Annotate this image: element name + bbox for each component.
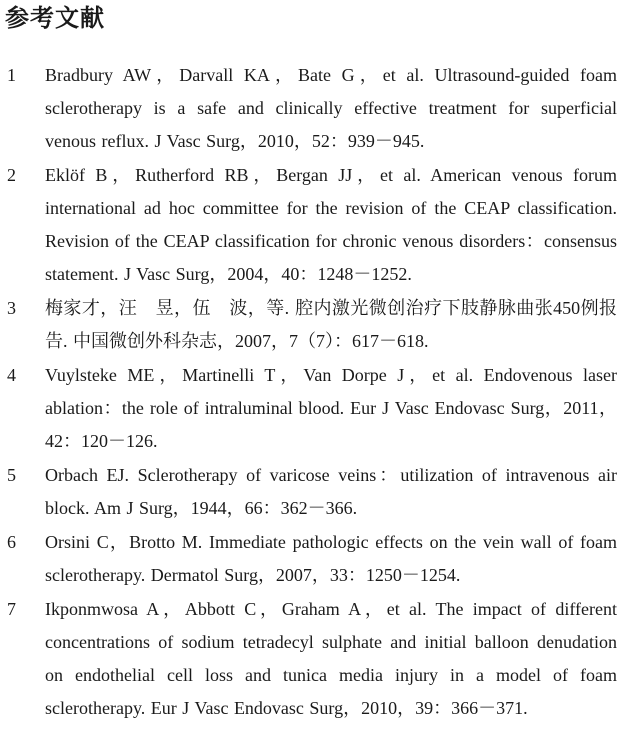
reference-item-3 [0,292,617,358]
reference-text: Orsini C，Brotto M. Immediate pathologic effects on the vein wall of foam sclerotherapy. Dermatol Surg，2007，33：1250－1254. [45,532,617,585]
reference-text: Bradbury AW，Darvall KA，Bate G，et al. Ultrasound-guided foam sclerotherapy is a safe and clinically effective treatment for superficial venous reflux. J Vasc Surg，2010，52：939－945. [45,65,617,151]
reference-text: Ikponmwosa A，Abbott C，Graham A，et al. The impact of different concentrations of sodium tetradecyl sulphate and initial balloon denudation on endothelial cell loss and tunica media injury in a model of foam sclerotherapy. Eur J Vasc Endovasc Surg，2010，39：366－371. [45,599,617,718]
reference-number: 3 [7,298,16,318]
reference-text: 梅家才，汪 昱，伍 波，等. 腔内激光微创治疗下肢静脉曲张450例报告. 中国微创外科杂志，2007，7（7）：617－618. [45,298,617,351]
reference-number: 1 [7,65,16,85]
reference-text: Orbach EJ. Sclerotherapy of varicose veins：utilization of intravenous air block. Am J Surg，1944，66：362－366. [45,465,617,518]
reference-number: 5 [7,465,16,485]
reference-list [0,59,633,726]
reference-item-1 [0,59,617,158]
reference-item-7 [0,593,617,725]
reference-number: 6 [7,532,16,552]
section-heading: 参考文献 [5,4,105,32]
reference-item-6 [0,526,617,592]
reference-item-5 [0,459,617,525]
reference-number: 4 [7,365,16,385]
reference-item-2 [0,159,617,291]
reference-text: Vuylsteke ME，Martinelli T，Van Dorpe J，et al. Endovenous laser ablation：the role of intraluminal blood. Eur J Vasc Endovasc Surg，2011，42：120－126. [45,365,617,451]
reference-number: 7 [7,599,16,619]
reference-text: Eklöf B，Rutherford RB，Bergan JJ，et al. American venous forum international ad hoc committee for the revision of the CEAP classification. Revision of the CEAP classification for chronic venous disorders：consensus statement. J Vasc Surg，2004，40：1248－1252. [45,165,617,284]
reference-item-4 [0,359,617,458]
reference-number: 2 [7,165,16,185]
